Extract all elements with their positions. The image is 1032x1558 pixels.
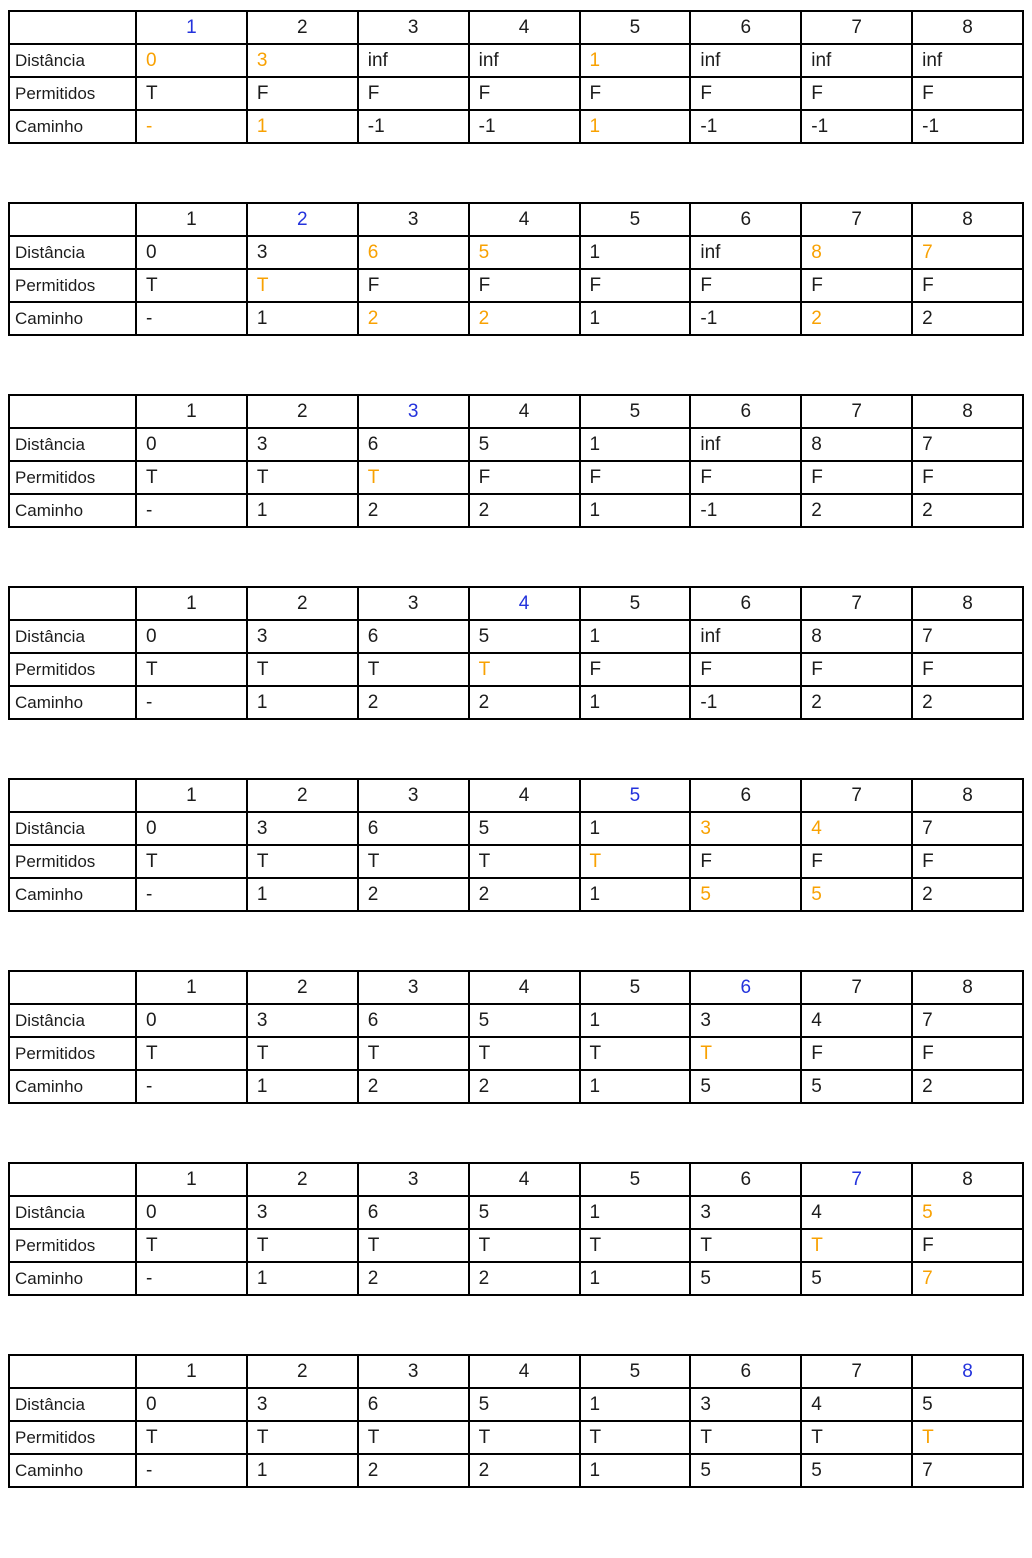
path-row-label: Caminho	[9, 1454, 136, 1487]
path-value-cell: 2	[469, 686, 580, 719]
distance-value-cell: 0	[136, 1388, 247, 1421]
column-header-6: 6	[690, 779, 801, 812]
allowed-value-cell: F	[801, 77, 912, 110]
distance-value-cell: 1	[580, 236, 691, 269]
distance-value-cell: inf	[358, 44, 469, 77]
corner-cell	[9, 971, 136, 1004]
column-header-3: 3	[358, 971, 469, 1004]
allowed-value-cell: T	[136, 653, 247, 686]
column-header-8: 8	[912, 1163, 1023, 1196]
allowed-value-cell: F	[580, 461, 691, 494]
path-value-cell: 1	[580, 1070, 691, 1103]
distance-value-cell: 5	[469, 428, 580, 461]
path-value-cell: -	[136, 686, 247, 719]
allowed-value-cell: T	[358, 845, 469, 878]
distance-value-cell: 8	[801, 236, 912, 269]
allowed-value-cell: F	[912, 845, 1023, 878]
allowed-value-cell: T	[358, 653, 469, 686]
path-value-cell: 2	[469, 302, 580, 335]
dijkstra-step-table-4	[8, 586, 1024, 720]
allowed-value-cell: F	[358, 269, 469, 302]
column-header-6: 6	[690, 587, 801, 620]
column-header-7: 7	[801, 203, 912, 236]
allowed-value-cell: T	[358, 1037, 469, 1070]
allowed-value-cell: F	[912, 1037, 1023, 1070]
distance-value-cell: 0	[136, 428, 247, 461]
column-header-3: 3	[358, 203, 469, 236]
column-header-8: 8	[912, 779, 1023, 812]
distance-value-cell: 3	[247, 812, 358, 845]
column-header-7: 7	[801, 971, 912, 1004]
path-value-cell: 1	[580, 878, 691, 911]
path-value-cell: 1	[580, 494, 691, 527]
distance-row-label: Distância	[9, 620, 136, 653]
allowed-value-cell: F	[801, 1037, 912, 1070]
path-value-cell: -	[136, 878, 247, 911]
path-value-cell: 2	[358, 302, 469, 335]
column-header-2: 2	[247, 1355, 358, 1388]
allowed-value-cell: T	[136, 461, 247, 494]
distance-value-cell: 3	[247, 620, 358, 653]
allowed-value-cell: F	[690, 653, 801, 686]
distance-value-cell: 1	[580, 428, 691, 461]
column-header-4-current: 4	[469, 587, 580, 620]
distance-value-cell: 8	[801, 428, 912, 461]
path-value-cell: -	[136, 110, 247, 143]
distance-value-cell: inf	[690, 236, 801, 269]
dijkstra-step-table-8	[8, 1354, 1024, 1488]
allowed-value-cell: F	[690, 845, 801, 878]
allowed-value-cell: F	[801, 269, 912, 302]
allowed-value-cell: T	[912, 1421, 1023, 1454]
column-header-3-current: 3	[358, 395, 469, 428]
allowed-value-cell: F	[580, 653, 691, 686]
column-header-6-current: 6	[690, 971, 801, 1004]
path-value-cell: 2	[912, 1070, 1023, 1103]
column-header-4: 4	[469, 971, 580, 1004]
path-value-cell: 5	[690, 1070, 801, 1103]
allowed-value-cell: T	[136, 1037, 247, 1070]
distance-value-cell: 0	[136, 812, 247, 845]
column-header-3: 3	[358, 11, 469, 44]
path-value-cell: 1	[580, 302, 691, 335]
allowed-value-cell: T	[136, 1421, 247, 1454]
allowed-value-cell: F	[358, 77, 469, 110]
allowed-value-cell: F	[469, 461, 580, 494]
path-value-cell: 1	[580, 1454, 691, 1487]
column-header-2: 2	[247, 587, 358, 620]
distance-value-cell: 5	[469, 620, 580, 653]
column-header-1: 1	[136, 395, 247, 428]
allowed-value-cell: T	[136, 77, 247, 110]
path-value-cell: 5	[690, 878, 801, 911]
allowed-row-label: Permitidos	[9, 1421, 136, 1454]
path-value-cell: 1	[247, 302, 358, 335]
path-row-label: Caminho	[9, 878, 136, 911]
column-header-5-current: 5	[580, 779, 691, 812]
column-header-7: 7	[801, 587, 912, 620]
allowed-row-label: Permitidos	[9, 653, 136, 686]
distance-value-cell: 3	[247, 44, 358, 77]
allowed-value-cell: F	[690, 269, 801, 302]
path-value-cell: 2	[469, 1262, 580, 1295]
distance-value-cell: inf	[690, 44, 801, 77]
distance-value-cell: 7	[912, 428, 1023, 461]
column-header-5: 5	[580, 587, 691, 620]
distance-row-label: Distância	[9, 44, 136, 77]
distance-value-cell: 3	[247, 236, 358, 269]
column-header-3: 3	[358, 1163, 469, 1196]
distance-value-cell: 4	[801, 1196, 912, 1229]
distance-value-cell: 1	[580, 1196, 691, 1229]
path-value-cell: 5	[690, 1262, 801, 1295]
allowed-value-cell: T	[690, 1037, 801, 1070]
path-row-label: Caminho	[9, 494, 136, 527]
path-row-label: Caminho	[9, 686, 136, 719]
allowed-value-cell: F	[801, 461, 912, 494]
path-row-label: Caminho	[9, 1262, 136, 1295]
allowed-value-cell: F	[247, 77, 358, 110]
path-value-cell: 2	[912, 494, 1023, 527]
distance-value-cell: 5	[912, 1196, 1023, 1229]
column-header-5: 5	[580, 395, 691, 428]
column-header-2-current: 2	[247, 203, 358, 236]
allowed-value-cell: T	[580, 1421, 691, 1454]
column-header-6: 6	[690, 203, 801, 236]
path-value-cell: -	[136, 1454, 247, 1487]
path-value-cell: -	[136, 1262, 247, 1295]
dijkstra-step-table-3	[8, 394, 1024, 528]
path-value-cell: 2	[358, 494, 469, 527]
column-header-2: 2	[247, 971, 358, 1004]
distance-value-cell: 3	[247, 428, 358, 461]
path-value-cell: 2	[469, 1070, 580, 1103]
path-value-cell: 1	[247, 1262, 358, 1295]
path-value-cell: 2	[912, 878, 1023, 911]
distance-value-cell: inf	[912, 44, 1023, 77]
allowed-value-cell: F	[912, 653, 1023, 686]
allowed-value-cell: T	[580, 845, 691, 878]
distance-value-cell: 5	[469, 1004, 580, 1037]
allowed-row-label: Permitidos	[9, 845, 136, 878]
distance-value-cell: 1	[580, 44, 691, 77]
path-value-cell: 7	[912, 1262, 1023, 1295]
path-row-label: Caminho	[9, 302, 136, 335]
path-value-cell: 5	[801, 1070, 912, 1103]
distance-row-label: Distância	[9, 812, 136, 845]
allowed-value-cell: F	[912, 1229, 1023, 1262]
distance-value-cell: 1	[580, 620, 691, 653]
distance-row-label: Distância	[9, 236, 136, 269]
distance-row-label: Distância	[9, 1388, 136, 1421]
path-value-cell: 5	[801, 1454, 912, 1487]
distance-value-cell: 7	[912, 236, 1023, 269]
column-header-6: 6	[690, 1355, 801, 1388]
column-header-4: 4	[469, 203, 580, 236]
column-header-8-current: 8	[912, 1355, 1023, 1388]
distance-value-cell: 3	[690, 1004, 801, 1037]
path-value-cell: -	[136, 494, 247, 527]
allowed-value-cell: F	[801, 653, 912, 686]
allowed-value-cell: T	[580, 1229, 691, 1262]
column-header-2: 2	[247, 395, 358, 428]
corner-cell	[9, 395, 136, 428]
path-value-cell: 2	[801, 494, 912, 527]
column-header-5: 5	[580, 203, 691, 236]
column-header-5: 5	[580, 971, 691, 1004]
path-value-cell: 1	[247, 1070, 358, 1103]
path-value-cell: -1	[358, 110, 469, 143]
corner-cell	[9, 11, 136, 44]
distance-value-cell: 3	[247, 1388, 358, 1421]
distance-value-cell: 6	[358, 1196, 469, 1229]
allowed-value-cell: T	[580, 1037, 691, 1070]
allowed-value-cell: F	[580, 269, 691, 302]
column-header-8: 8	[912, 971, 1023, 1004]
distance-value-cell: 8	[801, 620, 912, 653]
allowed-value-cell: F	[912, 269, 1023, 302]
distance-value-cell: inf	[469, 44, 580, 77]
column-header-5: 5	[580, 1163, 691, 1196]
allowed-value-cell: F	[912, 77, 1023, 110]
allowed-value-cell: T	[247, 269, 358, 302]
path-value-cell: 7	[912, 1454, 1023, 1487]
column-header-8: 8	[912, 11, 1023, 44]
allowed-value-cell: T	[247, 1037, 358, 1070]
distance-row-label: Distância	[9, 428, 136, 461]
allowed-value-cell: T	[136, 269, 247, 302]
path-value-cell: 1	[247, 494, 358, 527]
column-header-1-current: 1	[136, 11, 247, 44]
distance-value-cell: 5	[469, 236, 580, 269]
column-header-4: 4	[469, 1355, 580, 1388]
column-header-1: 1	[136, 587, 247, 620]
path-value-cell: 2	[358, 686, 469, 719]
allowed-value-cell: T	[247, 653, 358, 686]
path-value-cell: 1	[580, 1262, 691, 1295]
distance-value-cell: 5	[912, 1388, 1023, 1421]
column-header-5: 5	[580, 11, 691, 44]
distance-value-cell: 7	[912, 620, 1023, 653]
path-value-cell: 2	[912, 302, 1023, 335]
path-value-cell: 1	[247, 110, 358, 143]
corner-cell	[9, 1163, 136, 1196]
column-header-7-current: 7	[801, 1163, 912, 1196]
allowed-value-cell: T	[136, 1229, 247, 1262]
path-value-cell: 2	[358, 1262, 469, 1295]
allowed-value-cell: T	[358, 1229, 469, 1262]
path-value-cell: 1	[247, 878, 358, 911]
allowed-value-cell: T	[801, 1229, 912, 1262]
dijkstra-step-table-1	[8, 10, 1024, 144]
path-value-cell: 1	[580, 110, 691, 143]
distance-value-cell: 1	[580, 1388, 691, 1421]
column-header-5: 5	[580, 1355, 691, 1388]
distance-value-cell: 0	[136, 44, 247, 77]
dijkstra-step-table-7	[8, 1162, 1024, 1296]
allowed-value-cell: F	[690, 77, 801, 110]
column-header-6: 6	[690, 11, 801, 44]
distance-row-label: Distância	[9, 1004, 136, 1037]
allowed-value-cell: F	[469, 269, 580, 302]
column-header-4: 4	[469, 395, 580, 428]
allowed-value-cell: T	[247, 461, 358, 494]
corner-cell	[9, 779, 136, 812]
path-value-cell: 2	[358, 1070, 469, 1103]
path-value-cell: -	[136, 1070, 247, 1103]
allowed-value-cell: T	[358, 461, 469, 494]
allowed-value-cell: T	[469, 1037, 580, 1070]
column-header-4: 4	[469, 1163, 580, 1196]
path-value-cell: 2	[469, 878, 580, 911]
column-header-4: 4	[469, 11, 580, 44]
distance-value-cell: 7	[912, 812, 1023, 845]
allowed-row-label: Permitidos	[9, 269, 136, 302]
distance-value-cell: inf	[801, 44, 912, 77]
column-header-1: 1	[136, 1355, 247, 1388]
allowed-value-cell: T	[136, 845, 247, 878]
allowed-value-cell: F	[912, 461, 1023, 494]
allowed-value-cell: F	[690, 461, 801, 494]
path-value-cell: -1	[690, 494, 801, 527]
distance-value-cell: 3	[247, 1004, 358, 1037]
path-value-cell: -1	[469, 110, 580, 143]
allowed-row-label: Permitidos	[9, 1037, 136, 1070]
column-header-8: 8	[912, 203, 1023, 236]
path-value-cell: -1	[801, 110, 912, 143]
column-header-2: 2	[247, 1163, 358, 1196]
dijkstra-step-table-6	[8, 970, 1024, 1104]
allowed-value-cell: T	[469, 845, 580, 878]
allowed-value-cell: T	[469, 653, 580, 686]
allowed-value-cell: F	[801, 845, 912, 878]
column-header-3: 3	[358, 779, 469, 812]
path-value-cell: 1	[247, 1454, 358, 1487]
distance-value-cell: 5	[469, 1388, 580, 1421]
allowed-value-cell: T	[358, 1421, 469, 1454]
path-value-cell: 2	[469, 494, 580, 527]
corner-cell	[9, 1355, 136, 1388]
column-header-7: 7	[801, 779, 912, 812]
distance-value-cell: 6	[358, 812, 469, 845]
distance-value-cell: 1	[580, 812, 691, 845]
path-value-cell: -1	[912, 110, 1023, 143]
distance-value-cell: inf	[690, 620, 801, 653]
allowed-value-cell: T	[469, 1421, 580, 1454]
distance-value-cell: 0	[136, 236, 247, 269]
distance-value-cell: 3	[247, 1196, 358, 1229]
path-value-cell: 2	[801, 686, 912, 719]
distance-value-cell: 3	[690, 812, 801, 845]
column-header-1: 1	[136, 203, 247, 236]
distance-value-cell: 3	[690, 1388, 801, 1421]
corner-cell	[9, 587, 136, 620]
distance-value-cell: 6	[358, 620, 469, 653]
column-header-8: 8	[912, 587, 1023, 620]
path-value-cell: -1	[690, 110, 801, 143]
corner-cell	[9, 203, 136, 236]
path-value-cell: 2	[469, 1454, 580, 1487]
distance-value-cell: 6	[358, 1004, 469, 1037]
distance-value-cell: 7	[912, 1004, 1023, 1037]
allowed-row-label: Permitidos	[9, 77, 136, 110]
path-value-cell: 2	[358, 878, 469, 911]
column-header-1: 1	[136, 1163, 247, 1196]
distance-value-cell: 0	[136, 1004, 247, 1037]
path-value-cell: 5	[690, 1454, 801, 1487]
distance-row-label: Distância	[9, 1196, 136, 1229]
path-value-cell: 5	[801, 878, 912, 911]
distance-value-cell: 3	[690, 1196, 801, 1229]
column-header-6: 6	[690, 395, 801, 428]
column-header-4: 4	[469, 779, 580, 812]
column-header-7: 7	[801, 1355, 912, 1388]
path-value-cell: 1	[247, 686, 358, 719]
distance-value-cell: 6	[358, 236, 469, 269]
distance-value-cell: 4	[801, 812, 912, 845]
column-header-8: 8	[912, 395, 1023, 428]
allowed-value-cell: T	[801, 1421, 912, 1454]
allowed-row-label: Permitidos	[9, 1229, 136, 1262]
column-header-3: 3	[358, 587, 469, 620]
dijkstra-steps-container	[8, 10, 1024, 1488]
allowed-value-cell: F	[469, 77, 580, 110]
path-value-cell: 1	[580, 686, 691, 719]
column-header-7: 7	[801, 395, 912, 428]
path-value-cell: 2	[912, 686, 1023, 719]
allowed-value-cell: T	[247, 845, 358, 878]
path-value-cell: -1	[690, 686, 801, 719]
column-header-2: 2	[247, 779, 358, 812]
allowed-value-cell: T	[690, 1229, 801, 1262]
distance-value-cell: 5	[469, 1196, 580, 1229]
column-header-6: 6	[690, 1163, 801, 1196]
distance-value-cell: 1	[580, 1004, 691, 1037]
distance-value-cell: inf	[690, 428, 801, 461]
allowed-value-cell: T	[690, 1421, 801, 1454]
distance-value-cell: 5	[469, 812, 580, 845]
distance-value-cell: 6	[358, 1388, 469, 1421]
path-value-cell: 5	[801, 1262, 912, 1295]
path-value-cell: 2	[801, 302, 912, 335]
path-row-label: Caminho	[9, 1070, 136, 1103]
dijkstra-step-table-2	[8, 202, 1024, 336]
allowed-value-cell: T	[247, 1229, 358, 1262]
path-value-cell: -	[136, 302, 247, 335]
allowed-row-label: Permitidos	[9, 461, 136, 494]
column-header-1: 1	[136, 779, 247, 812]
distance-value-cell: 4	[801, 1004, 912, 1037]
column-header-3: 3	[358, 1355, 469, 1388]
distance-value-cell: 6	[358, 428, 469, 461]
allowed-value-cell: F	[580, 77, 691, 110]
distance-value-cell: 0	[136, 1196, 247, 1229]
distance-value-cell: 4	[801, 1388, 912, 1421]
allowed-value-cell: T	[247, 1421, 358, 1454]
distance-value-cell: 0	[136, 620, 247, 653]
column-header-1: 1	[136, 971, 247, 1004]
column-header-7: 7	[801, 11, 912, 44]
dijkstra-step-table-5	[8, 778, 1024, 912]
path-value-cell: 2	[358, 1454, 469, 1487]
column-header-2: 2	[247, 11, 358, 44]
path-value-cell: -1	[690, 302, 801, 335]
allowed-value-cell: T	[469, 1229, 580, 1262]
path-row-label: Caminho	[9, 110, 136, 143]
